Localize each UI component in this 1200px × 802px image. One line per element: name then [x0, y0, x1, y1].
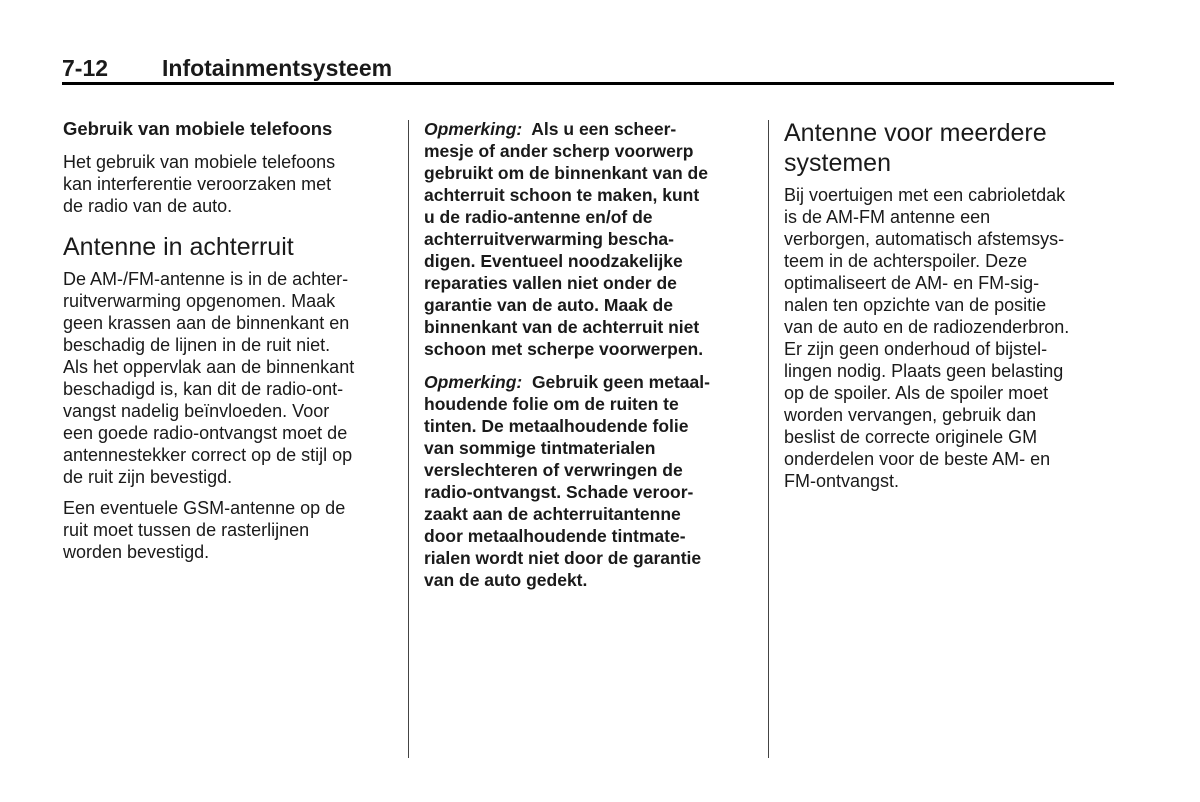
note-label: Opmerking:: [424, 372, 523, 392]
column-2: [424, 118, 759, 591]
text-line: Een eventuele GSM-antenne op de: [63, 498, 346, 518]
heading-line: systemen: [784, 149, 891, 177]
text-line: optimaliseert de AM- en FM-sig-: [784, 273, 1040, 293]
text-line: verborgen, automatisch afstemsys-: [784, 229, 1065, 249]
note-label: Opmerking:: [424, 119, 523, 139]
text-line: zaakt aan de achterruitantenne: [424, 504, 681, 524]
text-line: mesje of ander scherp voorwerp: [424, 141, 694, 161]
text-line: teem in de achterspoiler. Deze: [784, 251, 1028, 271]
text-line: lingen nodig. Plaats geen belasting: [784, 361, 1064, 381]
text-line: Gebruik geen metaal-: [522, 372, 710, 392]
multi-system-antenna-heading: [784, 118, 1114, 178]
text-line: beschadig de lijnen in de ruit niet.: [63, 335, 331, 355]
text-line: kan interferentie veroorzaken met: [63, 174, 332, 194]
page-header: [62, 55, 1114, 85]
note-metal-film: [424, 371, 759, 591]
text-line: vangst nadelig beïnvloeden. Voor: [63, 401, 330, 421]
text-line: rialen wordt niet door de garantie: [424, 548, 702, 568]
rear-window-antenna-heading: Antenne in achterruit: [63, 233, 294, 261]
text-line: Er zijn geen onderhoud of bijstel-: [784, 339, 1048, 359]
text-line: schoon met scherpe voorwerpen.: [424, 339, 704, 359]
text-line: van de auto en de radiozenderbron.: [784, 317, 1070, 337]
text-line: binnenkant van de achterruit niet: [424, 317, 700, 337]
text-line: geen krassen aan de binnenkant en: [63, 313, 350, 333]
header-rule: [62, 82, 1114, 85]
note-razor-blade: [424, 118, 759, 360]
heading-line: Antenne voor meerdere: [784, 119, 1047, 147]
text-line: worden bevestigd.: [63, 542, 210, 562]
mobile-phones-text: [63, 151, 393, 217]
text-line: gebruikt om de binnenkant van de: [424, 163, 708, 183]
text-line: van sommige tintmaterialen: [424, 438, 656, 458]
text-line: Als het oppervlak aan de binnenkant: [63, 357, 355, 377]
text-line: ruit moet tussen de rasterlijnen: [63, 520, 310, 540]
text-line: worden vervangen, gebruik dan: [784, 405, 1037, 425]
text-line: beschadigd is, kan dit de radio-ont-: [63, 379, 344, 399]
text-line: u de radio-antenne en/of de: [424, 207, 653, 227]
column-3: [784, 118, 1114, 492]
text-line: de ruit zijn bevestigd.: [63, 467, 233, 487]
text-line: antennestekker correct op de stijl op: [63, 445, 353, 465]
mobile-phones-heading: Gebruik van mobiele telefoons: [63, 118, 333, 139]
text-line: radio-ontvangst. Schade veroor-: [424, 482, 694, 502]
text-line: Het gebruik van mobiele telefoons: [63, 152, 336, 172]
rear-window-antenna-paragraph-2: [63, 497, 393, 563]
text-line: achterruit schoon te maken, kunt: [424, 185, 700, 205]
text-line: Bij voertuigen met een cabrioletdak: [784, 185, 1066, 205]
text-line: beslist de correcte originele GM: [784, 427, 1038, 447]
text-line: verslechteren of verwringen de: [424, 460, 683, 480]
section-title: Infotainmentsysteem: [162, 55, 393, 81]
text-line: De AM-/FM-antenne is in de achter-: [63, 269, 349, 289]
text-line: op de spoiler. Als de spoiler moet: [784, 383, 1049, 403]
column-1: [63, 118, 393, 563]
text-line: van de auto gedekt.: [424, 570, 588, 590]
text-line: FM-ontvangst.: [784, 471, 900, 491]
text-line: garantie van de auto. Maak de: [424, 295, 673, 315]
text-line: is de AM-FM antenne een: [784, 207, 991, 227]
text-line: tinten. De metaalhoudende folie: [424, 416, 689, 436]
multi-system-antenna-text: [784, 184, 1114, 492]
page-number: 7-12: [62, 55, 109, 81]
text-line: ruitverwarming opgenomen. Maak: [63, 291, 336, 311]
text-line: houdende folie om de ruiten te: [424, 394, 679, 414]
text-line: onderdelen voor de beste AM- en: [784, 449, 1051, 469]
rear-window-antenna-paragraph-1: [63, 268, 393, 488]
text-line: Als u een scheer-: [522, 119, 677, 139]
text-line: reparaties vallen niet onder de: [424, 273, 677, 293]
column-divider-1: [408, 120, 409, 758]
text-line: nalen ten opzichte van de positie: [784, 295, 1047, 315]
text-line: door metaalhoudende tintmate-: [424, 526, 686, 546]
text-line: een goede radio-ontvangst moet de: [63, 423, 348, 443]
text-line: de radio van de auto.: [63, 196, 233, 216]
column-divider-2: [768, 120, 769, 758]
text-line: achterruitverwarming bescha-: [424, 229, 674, 249]
text-line: digen. Eventueel noodzakelijke: [424, 251, 683, 271]
